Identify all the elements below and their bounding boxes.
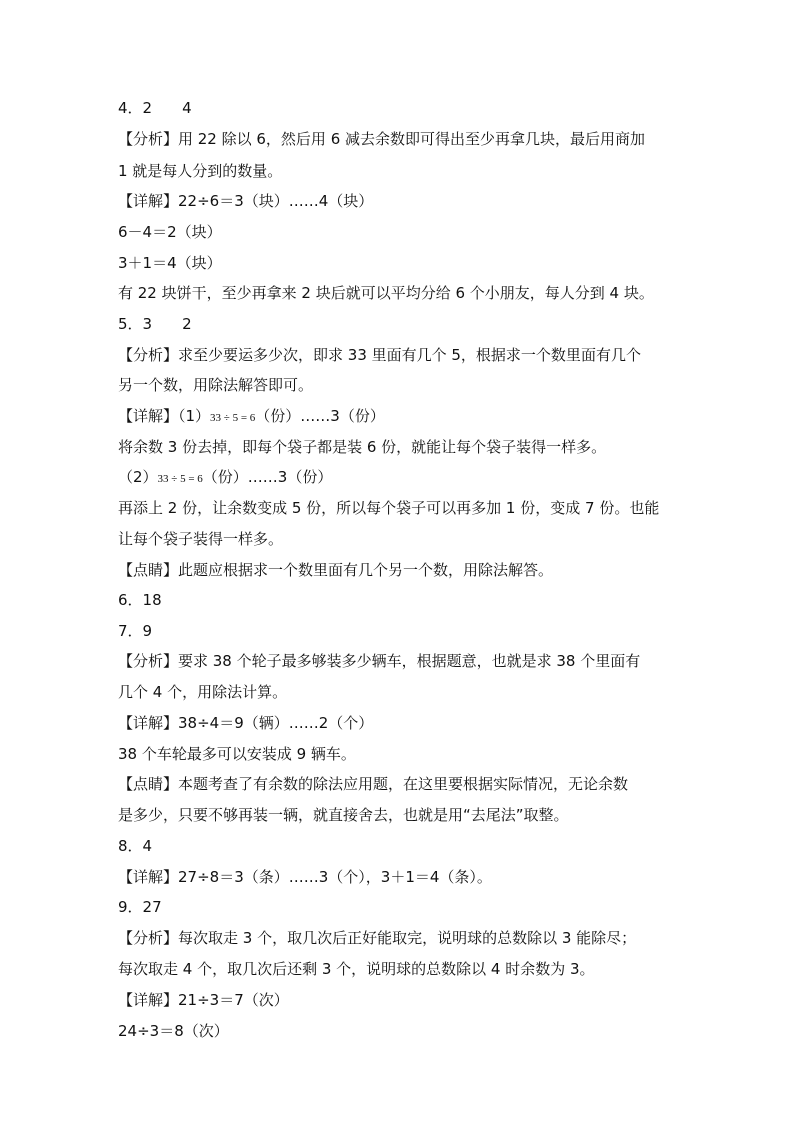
detail-5-line-5: 让每个袋子装得一样多。 [118, 530, 284, 548]
detail-4-line-1: 【详解】22÷6＝3（块）……4（块） [118, 192, 374, 210]
answer-9-header: 9．27 [118, 898, 162, 916]
analysis-9-line-1: 【分析】每次取走 3 个，取几次后正好能取完，说明球的总数除以 3 能除尽； [118, 929, 637, 947]
conclusion-4: 有 22 块饼干，至少再拿来 2 块后就可以平均分给 6 个小朋友，每人分到 4 块。 [118, 284, 654, 302]
detail-5-part-1-suffix: （份）……3（份） [255, 407, 385, 425]
detail-4-line-3: 3＋1＝4（块） [118, 254, 222, 272]
detail-9-line-2: 24÷3＝8（次） [118, 1022, 229, 1040]
detail-5-part-2-math: 33 ÷ 5 = 6 [157, 473, 203, 485]
comment-7-line-1: 【点睛】本题考查了有余数的除法应用题，在这里要根据实际情况，无论余数 [118, 775, 629, 793]
analysis-4-line-1: 【分析】用 22 除以 6，然后用 6 减去余数即可得出至少再拿几块，最后用商加 [118, 130, 646, 148]
detail-7-line-2: 38 个车轮最多可以安装成 9 辆车。 [118, 745, 356, 763]
detail-5-part-1 [118, 406, 385, 428]
detail-4-line-2: 6－4＝2（块） [118, 223, 222, 241]
detail-7-line-1: 【详解】38÷4＝9（辆）……2（个） [118, 714, 374, 732]
comment-7-line-2: 是多少，只要不够再装一辆，就直接舍去，也就是用“去尾法”取整。 [118, 806, 569, 824]
analysis-4-line-2: 1 就是每人分到的数量。 [118, 162, 283, 180]
answer-6-header: 6．18 [118, 591, 162, 609]
answer-5-header: 5．3 2 [118, 315, 192, 333]
detail-5-part-2 [118, 467, 332, 489]
analysis-9-line-2: 每次取走 4 个，取几次后还剩 3 个，说明球的总数除以 4 时余数为 3。 [118, 960, 595, 978]
comment-5: 【点睛】此题应根据求一个数里面有几个另一个数，用除法解答。 [118, 561, 554, 579]
answer-8-header: 8．4 [118, 837, 153, 855]
analysis-7-line-2: 几个 4 个，用除法计算。 [118, 683, 288, 701]
analysis-5-line-2: 另一个数，用除法解答即可。 [118, 376, 314, 394]
detail-8: 【详解】27÷8＝3（条）……3（个），3＋1＝4（条）。 [118, 868, 492, 886]
detail-5-line-4: 再添上 2 份，让余数变成 5 份，所以每个袋子可以再多加 1 份，变成 7 份。也能 [118, 499, 660, 517]
detail-5-part-2-prefix: （2） [118, 468, 158, 486]
detail-5-line-2: 将余数 3 份去掉，即每个袋子都是装 6 份，就能让每个袋子装得一样多。 [118, 438, 607, 456]
answer-4-header: 4．2 4 [118, 99, 192, 117]
detail-5-part-1-math: 33 ÷ 5 = 6 [210, 412, 256, 424]
detail-5-part-2-suffix: （份）……3（份） [202, 468, 333, 486]
detail-9-line-1: 【详解】21÷3＝7（次） [118, 991, 289, 1009]
analysis-5-line-1: 【分析】求至少要运多少次，即求 33 里面有几个 5，根据求一个数里面有几个 [118, 346, 641, 364]
analysis-7-line-1: 【分析】要求 38 个轮子最多够装多少辆车，根据题意，也就是求 38 个里面有 [118, 652, 641, 670]
detail-5-part-1-prefix: 【详解】（1） [118, 407, 211, 425]
answer-7-header: 7．9 [118, 622, 153, 640]
